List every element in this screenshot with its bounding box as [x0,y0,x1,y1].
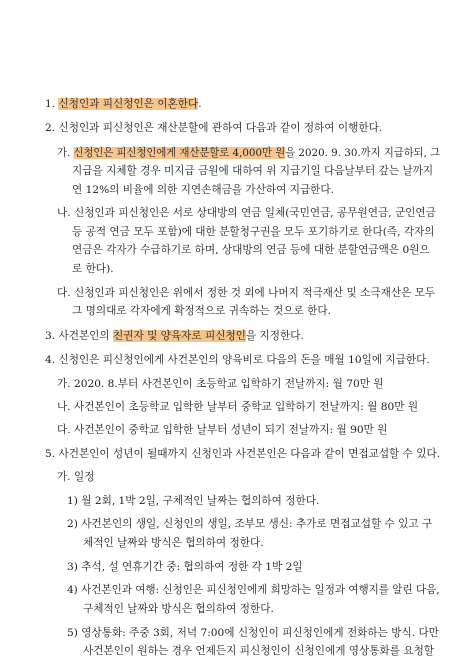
item-3-text: 3. 사건본인의 [45,330,114,342]
item-2-na-line-3: 연금은 각자가 수급하기로 하며, 상대방의 연금 등에 대한 분할연금액은 0원으 [72,244,430,256]
item-3-tail: 을 지정한다. [245,330,304,342]
item-3 [45,329,304,343]
item-4-na: 나. 사건본인이 초등학교 입학한 날부터 중학교 입학하기 전날까지: 월 80만 원 [57,401,419,413]
item-5-ga-2: 2) 사건본인의 생일, 신청인의 생일, 조부모 생신: 추가로 면접교섭할 수 있고 구 [67,518,433,530]
item-2-da-line-2: 그 명의대로 각자에게 확정적으로 귀속하는 것으로 한다. [72,305,331,317]
item-1-number: 1. [45,98,59,110]
item-3-highlight: 친권자 및 양육자로 피신청인 [113,330,246,342]
item-2-ga [57,146,440,160]
item-4-ga: 가. 2020. 8.부터 사건본인이 초등학교 입학하기 전날까지: 월 70만 원 [57,378,384,390]
item-2-da: 다. 신청인과 피신청인은 위에서 정한 것 외에 나머지 적극재산 및 소극재산은 모두 [57,287,436,299]
item-5-ga-3: 3) 추석, 설 연휴기간 중: 협의하여 정한 각 1박 2일 [67,561,303,573]
item-5-ga-4-line-2: 구체적인 날짜와 방식은 협의하여 정한다. [83,603,274,615]
item-1-tail: . [198,98,202,110]
item-2-na-line-2: 등 공적 연금 모두 포함)에 대한 분할청구권을 모두 포기하기로 한다(즉, 각자의 [72,226,435,238]
item-5-ga-5: 5) 영상통화: 주중 3회, 저녁 7:00에 신청인이 피신청인에게 전화하는 방식. 다만 [67,627,439,639]
item-1-highlight: 신청인과 피신청인은 이혼한다 [58,98,199,110]
item-2-na: 나. 신청인과 피신청인은 서로 상대방의 연금 일체(국민연금, 공무원연금, 군인연금 [57,207,436,219]
item-5-ga-1: 1) 월 2회, 1박 2일, 구체적인 날짜는 협의하여 정한다. [67,495,320,507]
item-2-ga-line-2: 지급을 지체할 경우 미지급 금원에 대하여 위 지급기일 다음날부터 갚는 날까지 [72,165,434,177]
item-2-ga-highlight: 신청인은 피신청인에게 재산분할로 4,000만 원 [73,147,286,159]
item-5-ga-2-line-2: 체적인 날짜와 방식은 협의하여 정한다. [83,537,264,549]
item-4-da: 다. 사건본인이 중학교 입학한 날부터 성년이 되기 전날까지: 월 90만 원 [57,424,388,436]
item-5-ga-5-line-2: 사건본인이 원하는 경우 언제든지 피신청인이 신청인에게 영상통화를 요청할 [83,645,435,657]
item-2-ga-text: 을 2020. 9. 30.까지 지급하되, 그 [285,147,441,159]
item-5: 5. 사건본인이 성년이 될때까지 신청인과 사건본인은 다음과 같이 면접교섭할 수 있다. [45,448,441,460]
item-2: 2. 신청인과 피신청인은 재산분할에 관하여 다음과 같이 정하여 이행한다. [45,122,383,134]
item-2-ga-marker: 가. [57,147,74,159]
item-2-na-line-4: 로 한다). [72,263,114,275]
item-4: 4. 신청인은 피신청인에게 사건본인의 양육비로 다음의 돈을 매월 10일에 지급한다. [45,354,430,366]
item-1 [45,97,202,111]
item-5-ga: 가. 일정 [57,471,95,483]
item-2-ga-line-3: 연 12%의 비율에 의한 지연손해금을 가산하여 지급한다. [72,184,335,196]
item-5-ga-4: 4) 사건본인과 여행: 신청인은 피신청인에게 희망하는 일정과 여행지를 알린 다음, [67,584,440,596]
